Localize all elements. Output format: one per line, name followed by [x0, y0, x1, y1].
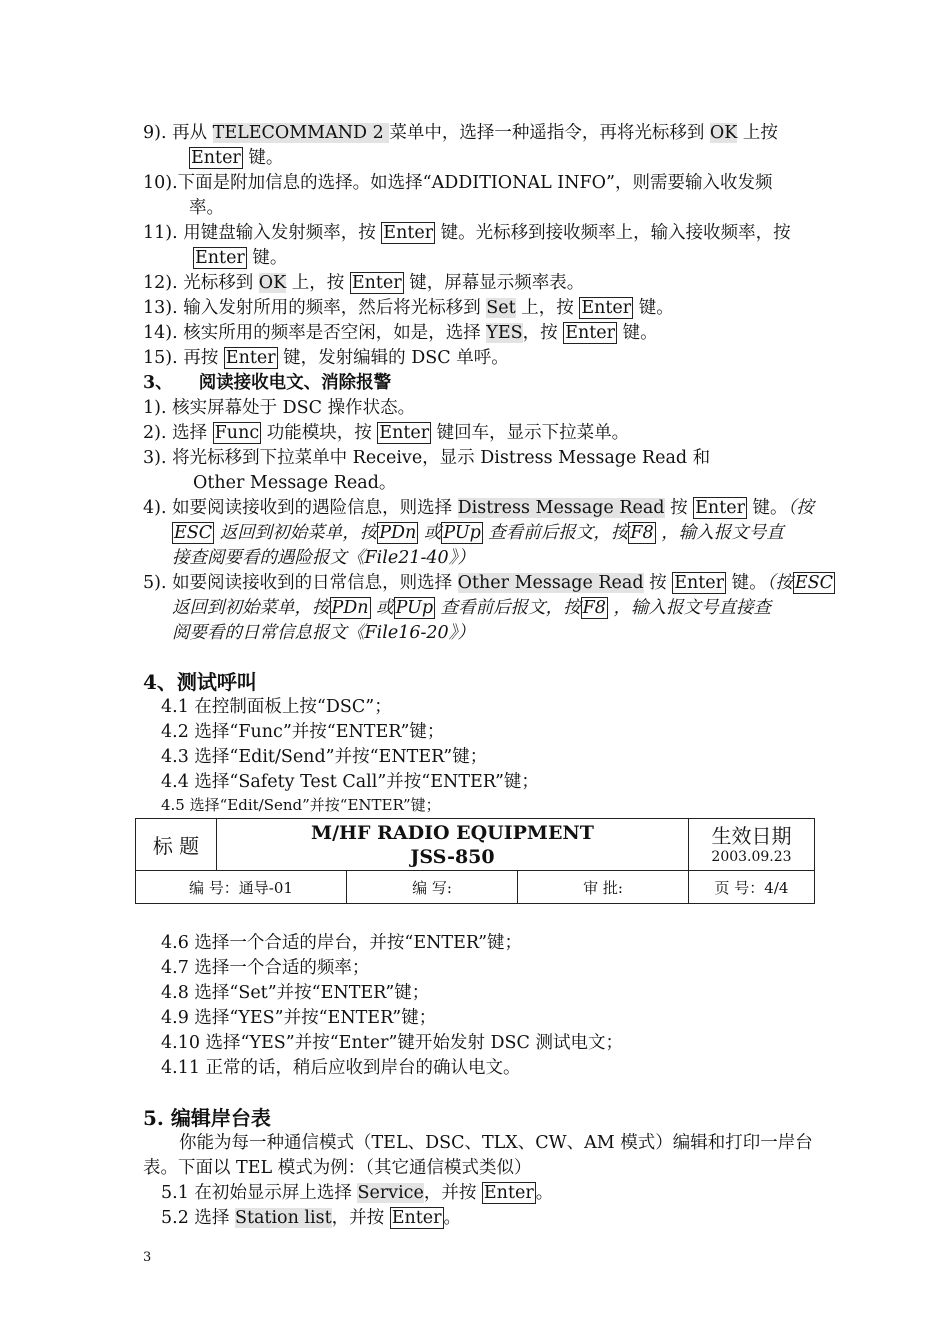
- effective-date: 2003.09.23: [711, 848, 792, 865]
- s3-item-2: [143, 421, 629, 446]
- effective-label: 生效日期: [711, 823, 792, 848]
- s5-item-2: [161, 1206, 461, 1231]
- note-text: 或: [418, 523, 442, 543]
- note-text: ，输入报文号直: [655, 523, 784, 543]
- highlight-telecommand: TELECOMMAND 2: [212, 123, 390, 143]
- step-9-line2: [189, 146, 283, 171]
- s4-item-5: 4.5 选择“Edit/Send”并按“ENTER”键；: [161, 796, 441, 814]
- text: 13). 输入发射所用的频率，然后将光标移到: [143, 298, 487, 318]
- key-enter: Enter: [581, 298, 632, 318]
- text: 菜单中，选择一种遥指令，再将光标移到: [389, 123, 710, 143]
- section-5-heading: 5. 编辑岸台表: [143, 1106, 271, 1130]
- text: 11). 用键盘输入发射频率，按: [143, 223, 382, 243]
- text: ，并按: [423, 1183, 482, 1203]
- s3-item-4-line2: [172, 521, 784, 546]
- key-pup: PUp: [443, 523, 481, 543]
- s4-item-11: 4.11 正常的话，稍后应收到岸台的确认电文。: [161, 1058, 521, 1078]
- key-enter: Enter: [195, 248, 245, 268]
- document-header-table: [135, 818, 815, 904]
- note-text: 返回到初始菜单，按: [214, 523, 378, 543]
- text: 4). 如要阅读接收到的遇险信息，则选择: [143, 498, 458, 518]
- key-f8: F8: [630, 523, 654, 543]
- highlight-ok: OK: [709, 123, 738, 143]
- s4-item-6: 4.6 选择一个合适的岸台，并按“ENTER”键；: [161, 933, 523, 953]
- text: 键。: [726, 573, 767, 593]
- key-pup: PUp: [395, 598, 434, 618]
- highlight-distress-read: Distress Message Read: [457, 498, 665, 518]
- key-func: Func: [214, 423, 260, 443]
- section-title: 阅读接收电文、消除报警: [198, 373, 392, 393]
- step-12: [143, 271, 584, 296]
- s5-para-line2: 表。下面以 TEL 模式为例：（其它通信模式类似）: [143, 1158, 532, 1178]
- note-text: （按: [766, 573, 793, 593]
- text: 12). 光标移到: [143, 273, 259, 293]
- text: 键。光标移到接收频率上，输入接收频率，按: [435, 223, 791, 243]
- s4-item-7: 4.7 选择一个合适的频率；: [161, 958, 370, 978]
- highlight-set: Set: [486, 298, 516, 318]
- text: 键。: [246, 248, 288, 268]
- step-15: [143, 346, 509, 371]
- s4-item-10: 4.10 选择“YES”并按“Enter”键开始发射 DSC 测试电文；: [161, 1033, 623, 1053]
- s4-item-2: 4.2 选择“Func”并按“ENTER”键；: [161, 722, 445, 742]
- text: 5.1 在初始显示屏上选择: [161, 1183, 358, 1203]
- s4-item-4: 4.4 选择“Safety Test Call”并按“ENTER”键；: [161, 772, 539, 792]
- note-text: ，输入报文号直接查: [607, 598, 771, 618]
- s3-item-4-line1: [143, 496, 814, 521]
- highlight-service: Service: [357, 1183, 424, 1203]
- key-enter: Enter: [379, 423, 430, 443]
- text: 键，屏幕显示频率表。: [403, 273, 585, 293]
- header-title-line1: M/HF RADIO EQUIPMENT: [311, 821, 594, 844]
- step-10-line1: 10).下面是附加信息的选择。如选择“ADDITIONAL INFO”，则需要输入收发频: [143, 173, 773, 193]
- header-effective-cell: [689, 819, 815, 871]
- highlight-yes: YES: [486, 323, 523, 343]
- step-11-line1: [143, 221, 791, 246]
- key-enter: Enter: [674, 573, 725, 593]
- header-page: 页 号：4/4: [689, 871, 815, 904]
- text: 14). 核实所用的频率是否空闲，如是，选择: [143, 323, 487, 343]
- text: 按: [643, 573, 673, 593]
- note-text: 查看前后报文，按: [435, 598, 581, 618]
- section-3-heading: [143, 371, 391, 396]
- header-label: 标 题: [136, 819, 217, 871]
- header-code: 编 号：通导-01: [136, 871, 347, 904]
- key-enter: Enter: [391, 1208, 442, 1228]
- s3-item-3-line1: 3). 将光标移到下拉菜单中 Receive，显示 Distress Message Read 和: [143, 448, 711, 468]
- highlight-other-read: Other Message Read: [457, 573, 644, 593]
- header-title-cell: [217, 819, 689, 871]
- key-enter: Enter: [483, 1183, 534, 1203]
- key-pdn: PDn: [379, 523, 417, 543]
- note-text: （按: [787, 498, 814, 518]
- step-11-line2: [193, 246, 287, 271]
- text: 键。: [617, 323, 658, 343]
- s3-item-5-line1: [143, 571, 835, 596]
- note-text: 或: [370, 598, 394, 618]
- s3-item-4-line3: 接查阅要看的遇险报文《File21-40》）: [172, 548, 475, 568]
- text: 15). 再按: [143, 348, 224, 368]
- header-title-line2: JSS-850: [410, 845, 495, 868]
- step-10-line2: 率。: [189, 198, 224, 218]
- text: 。: [443, 1208, 462, 1228]
- text: 键。: [242, 148, 284, 168]
- text: 5). 如要阅读接收到的日常信息，则选择: [143, 573, 458, 593]
- text: 上按: [737, 123, 778, 143]
- text: 功能模块，按: [261, 423, 378, 443]
- key-enter: Enter: [565, 323, 616, 343]
- key-esc: ESC: [794, 573, 833, 593]
- text: 键。: [633, 298, 674, 318]
- text: 上，按: [515, 298, 580, 318]
- text: 5.2 选择: [161, 1208, 235, 1228]
- key-esc: ESC: [174, 523, 213, 543]
- text: ，按: [522, 323, 564, 343]
- key-enter: Enter: [225, 348, 276, 368]
- s4-item-1: 4.1 在控制面板上按“DSC”；: [161, 697, 392, 717]
- s4-item-3: 4.3 选择“Edit/Send”并按“ENTER”键；: [161, 747, 488, 767]
- section-4-heading: 4、测试呼叫: [143, 670, 257, 694]
- key-enter: Enter: [695, 498, 745, 518]
- header-written: 编 写:: [347, 871, 518, 904]
- text: 9). 再从: [143, 123, 213, 143]
- text: ，并按: [331, 1208, 390, 1228]
- s3-item-3-line2: Other Message Read。: [193, 473, 397, 493]
- text: 上，按: [286, 273, 350, 293]
- key-f8: F8: [582, 598, 606, 618]
- s4-item-8: 4.8 选择“Set”并按“ENTER”键；: [161, 983, 430, 1003]
- highlight-station-list: Station list: [234, 1208, 332, 1228]
- s3-item-1: 1). 核实屏幕处于 DSC 操作状态。: [143, 398, 416, 418]
- s3-item-5-line3: 阅要看的日常信息报文《File16-20》）: [172, 623, 475, 643]
- step-9-line1: [143, 121, 778, 146]
- step-13: [143, 296, 674, 321]
- text: 键。: [746, 498, 788, 518]
- key-enter: Enter: [383, 223, 434, 243]
- note-text: 查看前后报文，按: [482, 523, 629, 543]
- key-pdn: PDn: [331, 598, 369, 618]
- text: 键回车，显示下拉菜单。: [431, 423, 630, 443]
- page-number: 3: [143, 1250, 152, 1265]
- s3-item-5-line2: [172, 596, 771, 621]
- note-text: 返回到初始菜单，按: [172, 598, 330, 618]
- s5-para-line1: 你能为每一种通信模式（TEL、DSC、TLX、CW、AM 模式）编辑和打印一岸台: [179, 1133, 813, 1153]
- s5-item-1: [161, 1181, 553, 1206]
- text: 键，发射编辑的 DSC 单呼。: [277, 348, 509, 368]
- s4-item-9: 4.9 选择“YES”并按“ENTER”键；: [161, 1008, 437, 1028]
- step-14: [143, 321, 658, 346]
- key-enter: Enter: [191, 148, 241, 168]
- text: 。: [535, 1183, 554, 1203]
- key-enter: Enter: [351, 273, 402, 293]
- highlight-ok: OK: [258, 273, 287, 293]
- text: 按: [664, 498, 694, 518]
- header-approved: 审 批:: [518, 871, 689, 904]
- text: 2). 选择: [143, 423, 213, 443]
- section-number: 3、: [143, 373, 173, 393]
